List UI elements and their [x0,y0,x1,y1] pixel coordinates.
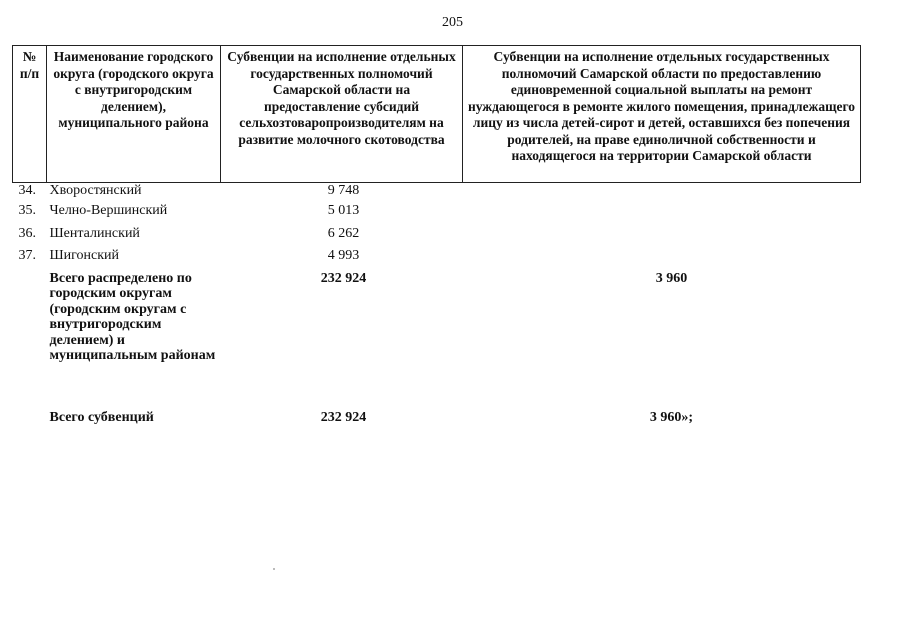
total-subventions-orphan [463,410,861,427]
table-header-row [13,46,861,183]
row-value-dairy [221,183,463,204]
subventions-table [12,45,861,426]
total-distributed-dairy [221,271,463,410]
table-row [13,183,861,204]
value-text: 3 960 [655,270,688,286]
row-value-dairy [221,203,463,226]
header-dairy-subvention: Субвенции на исполнение отдельных государственных полномочий Самарской области на предоставление субсидий сельхозтоваропроизводителям на развитие молочного скотоводства [221,46,463,183]
page-number: 205 [442,15,463,30]
scan-speck [273,568,275,570]
row-number: 34. [18,183,36,198]
table-row [13,226,861,249]
value-text: 232 924 [320,270,367,286]
row-value-orphan [463,248,861,271]
row-value-orphan [463,203,861,226]
value-text: 232 924 [320,409,367,425]
total-distributed-number [13,271,47,410]
row-value-dairy [221,248,463,271]
row-name: Челно-Вершинский [49,203,168,218]
row-name: Шенталинский [49,225,140,241]
row-name: Шигонский [49,248,120,263]
row-number: 35. [18,203,36,218]
total-subventions-row [13,410,861,427]
table-row [13,248,861,271]
total-subventions-label: Всего субвенций [49,409,154,425]
total-subventions-number [13,410,47,427]
value-text: 5 013 [327,203,360,218]
table-row [13,203,861,226]
total-distributed-orphan [463,271,861,410]
row-value-dairy [221,226,463,249]
value-text: 4 993 [327,248,360,263]
row-number: 36. [18,225,36,241]
header-orphan-repair-subvention: Субвенции на исполнение отдельных государственных полномочий Самарской области по предоставлению единовременной социальной выплаты на ремонт нуждающегося в ремонте жилого помещения, принадлежащего лицу из числа детей-сирот и детей, оставшихся без попечения родителей, на праве единоличной собственности и находящегося на территории Самарской области [463,46,861,183]
value-text: 6 262 [327,225,360,241]
row-number: 37. [18,248,36,263]
row-value-orphan [463,183,861,204]
total-distributed-label: Всего распределено по городским округам (городским округам с внутригородским делением) и муниципальным районам [49,270,216,363]
value-text: 3 960»; [649,409,694,425]
header-number: № п/п [13,46,47,183]
total-distributed-row [13,271,861,410]
value-text: 9 748 [327,183,360,198]
row-name: Хворостянский [49,183,142,198]
header-name: Наименование городского округа (городского округа с внутригородским делением), муниципального района [47,46,221,183]
total-subventions-dairy [221,410,463,427]
row-value-orphan [463,226,861,249]
